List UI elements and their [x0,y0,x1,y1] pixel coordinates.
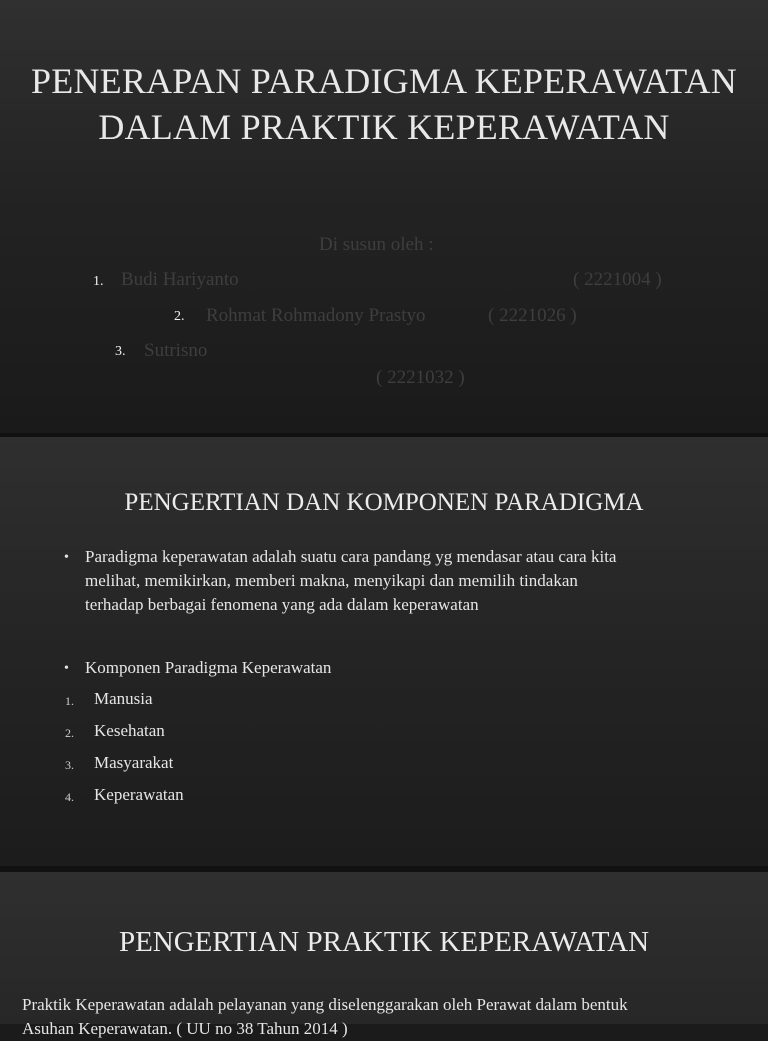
definition-line: terhadap berbagai fenomena yang ada dalam keperawatan [85,595,479,614]
list-number: 4. [65,790,74,804]
list-number: 1. [65,694,74,708]
components-label: Komponen Paradigma Keperawatan [85,658,332,677]
list-item: Manusia [94,689,153,708]
member-id: ( 2221004 ) [573,269,662,290]
title-slide [0,0,768,433]
definition-paragraph [85,545,745,617]
list-item: Masyarakat [94,753,174,772]
prepared-by-label: Di susun oleh : [319,234,434,255]
definition-line: melihat, memikirkan, memberi makna, menyikapi dan memilih tindakan [85,571,578,590]
member-number: 1. [93,274,104,289]
member-name: Sutrisno [144,340,208,361]
bullet-icon: • [64,550,69,565]
practice-text-line: Asuhan Keperawatan. ( UU no 38 Tahun 2014 ) [22,1019,348,1038]
member-id: ( 2221032 ) [376,367,465,388]
member-number: 3. [115,344,126,359]
member-name: Budi Hariyanto [121,269,239,290]
slide-title [0,58,768,150]
slide-heading: PENGERTIAN DAN KOMPONEN PARADIGMA [124,489,644,516]
bullet-icon: • [64,661,69,676]
list-number: 2. [65,726,74,740]
practice-text [22,993,762,1041]
slide-title-line-1: PENERAPAN PARADIGMA KEPERAWATAN [31,61,737,101]
definition-slide [0,437,768,866]
slide-heading: PENGERTIAN PRAKTIK KEPERAWATAN [118,926,650,958]
list-item: Kesehatan [94,721,165,740]
definition-line: Paradigma keperawatan adalah suatu cara pandang yg mendasar atau cara kita [85,547,617,566]
slide-title-line-2: DALAM PRAKTIK KEPERAWATAN [98,107,670,147]
practice-slide [0,872,768,1038]
member-number: 2. [174,309,185,324]
member-id: ( 2221026 ) [488,305,577,326]
practice-text-line: Praktik Keperawatan adalah pelayanan yang diselenggarakan oleh Perawat dalam bentuk [22,995,628,1014]
member-name: Rohmat Rohmadony Prastyo [206,305,426,326]
list-item: Keperawatan [94,785,184,804]
list-number: 3. [65,758,74,772]
